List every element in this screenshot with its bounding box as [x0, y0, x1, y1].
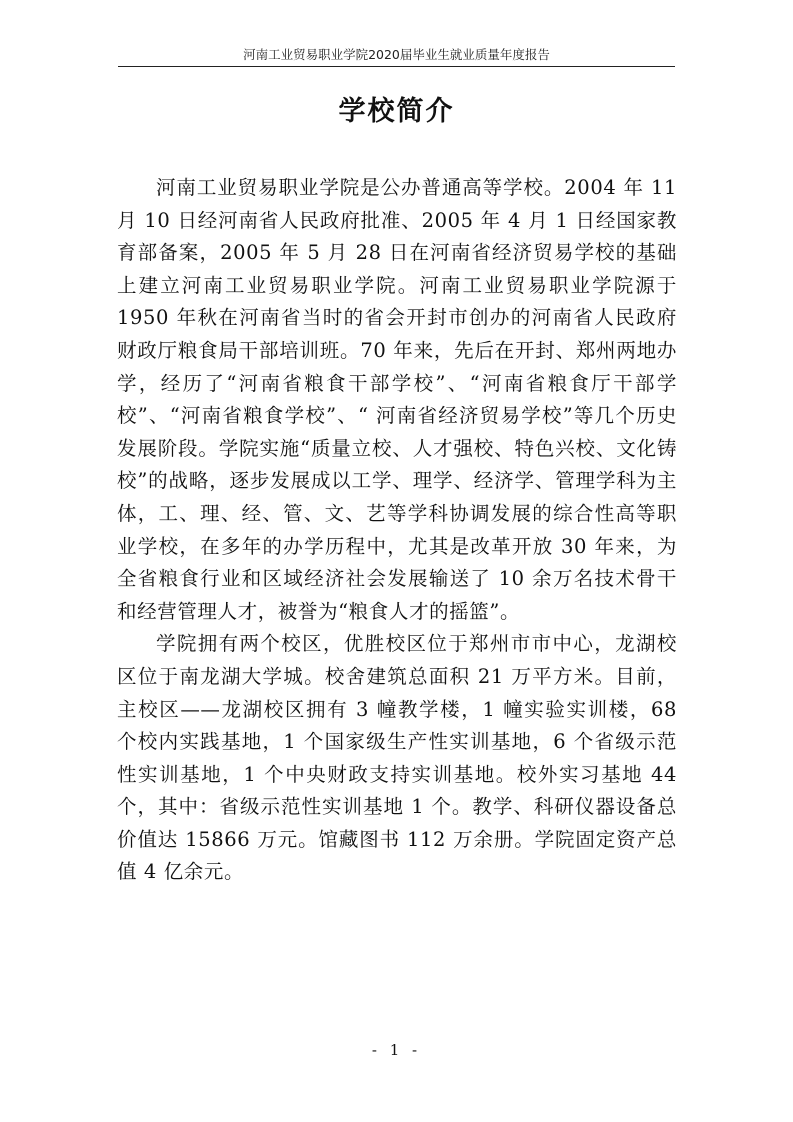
page-header: [118, 46, 675, 67]
header-text: 河南工业贸易职业学院2020届毕业生就业质量年度报告: [243, 47, 550, 62]
document-body: [117, 172, 677, 889]
paragraph-history: 河南工业贸易职业学院是公办普通高等学校。2004 年 11 月 10 日经河南省人民政府批准、2005 年 4 月 1 日经国家教育部备案，2005 年 5 月 28 日在河南省经济贸易学校的基础上建立河南工业贸易职业学院。河南工业贸易职业学院源于 1950 年秋在河南省当时的省会开封市创办的河南省人民政府财政厅粮食局干部培训班。70 年来，先后在开封、郑州两地办学，经历了“河南省粮食干部学校”、“河南省粮食厅干部学校”、“河南省粮食学校”、“ 河南省经济贸易学校”等几个历史发展阶段。学院实施“质量立校、人才强校、特色兴校、文化铸校”的战略，逐步发展成以工学、理学、经济学、管理学科为主体，工、理、经、管、文、艺等学科协调发展的综合性高等职业学校，在多年的办学历程中，尤其是改革开放 30 年来，为全省粮食行业和区域经济社会发展输送了 10 余万名技术骨干和经营管理人才，被誉为“粮食人才的摇篮”。: [117, 176, 677, 623]
paragraph-campus: 学院拥有两个校区，优胜校区位于郑州市市中心，龙湖校区位于南龙湖大学城。校舍建筑总面积 21 万平方米。目前，主校区——龙湖校区拥有 3 幢教学楼，1 幢实验实训楼，68 个校内实践基地，1 个国家级生产性实训基地，6 个省级示范性实训基地，1 个中央财政支持实训基地。校外实习基地 44 个，其中：省级示范性实训基地 1 个。教学、科研仪器设备总价值达 15866 万元。馆藏图书 112 万余册。学院固定资产总值 4 亿余元。: [117, 632, 677, 884]
page-number: - 1 -: [371, 1041, 422, 1059]
page-title: 学校简介: [338, 96, 455, 127]
